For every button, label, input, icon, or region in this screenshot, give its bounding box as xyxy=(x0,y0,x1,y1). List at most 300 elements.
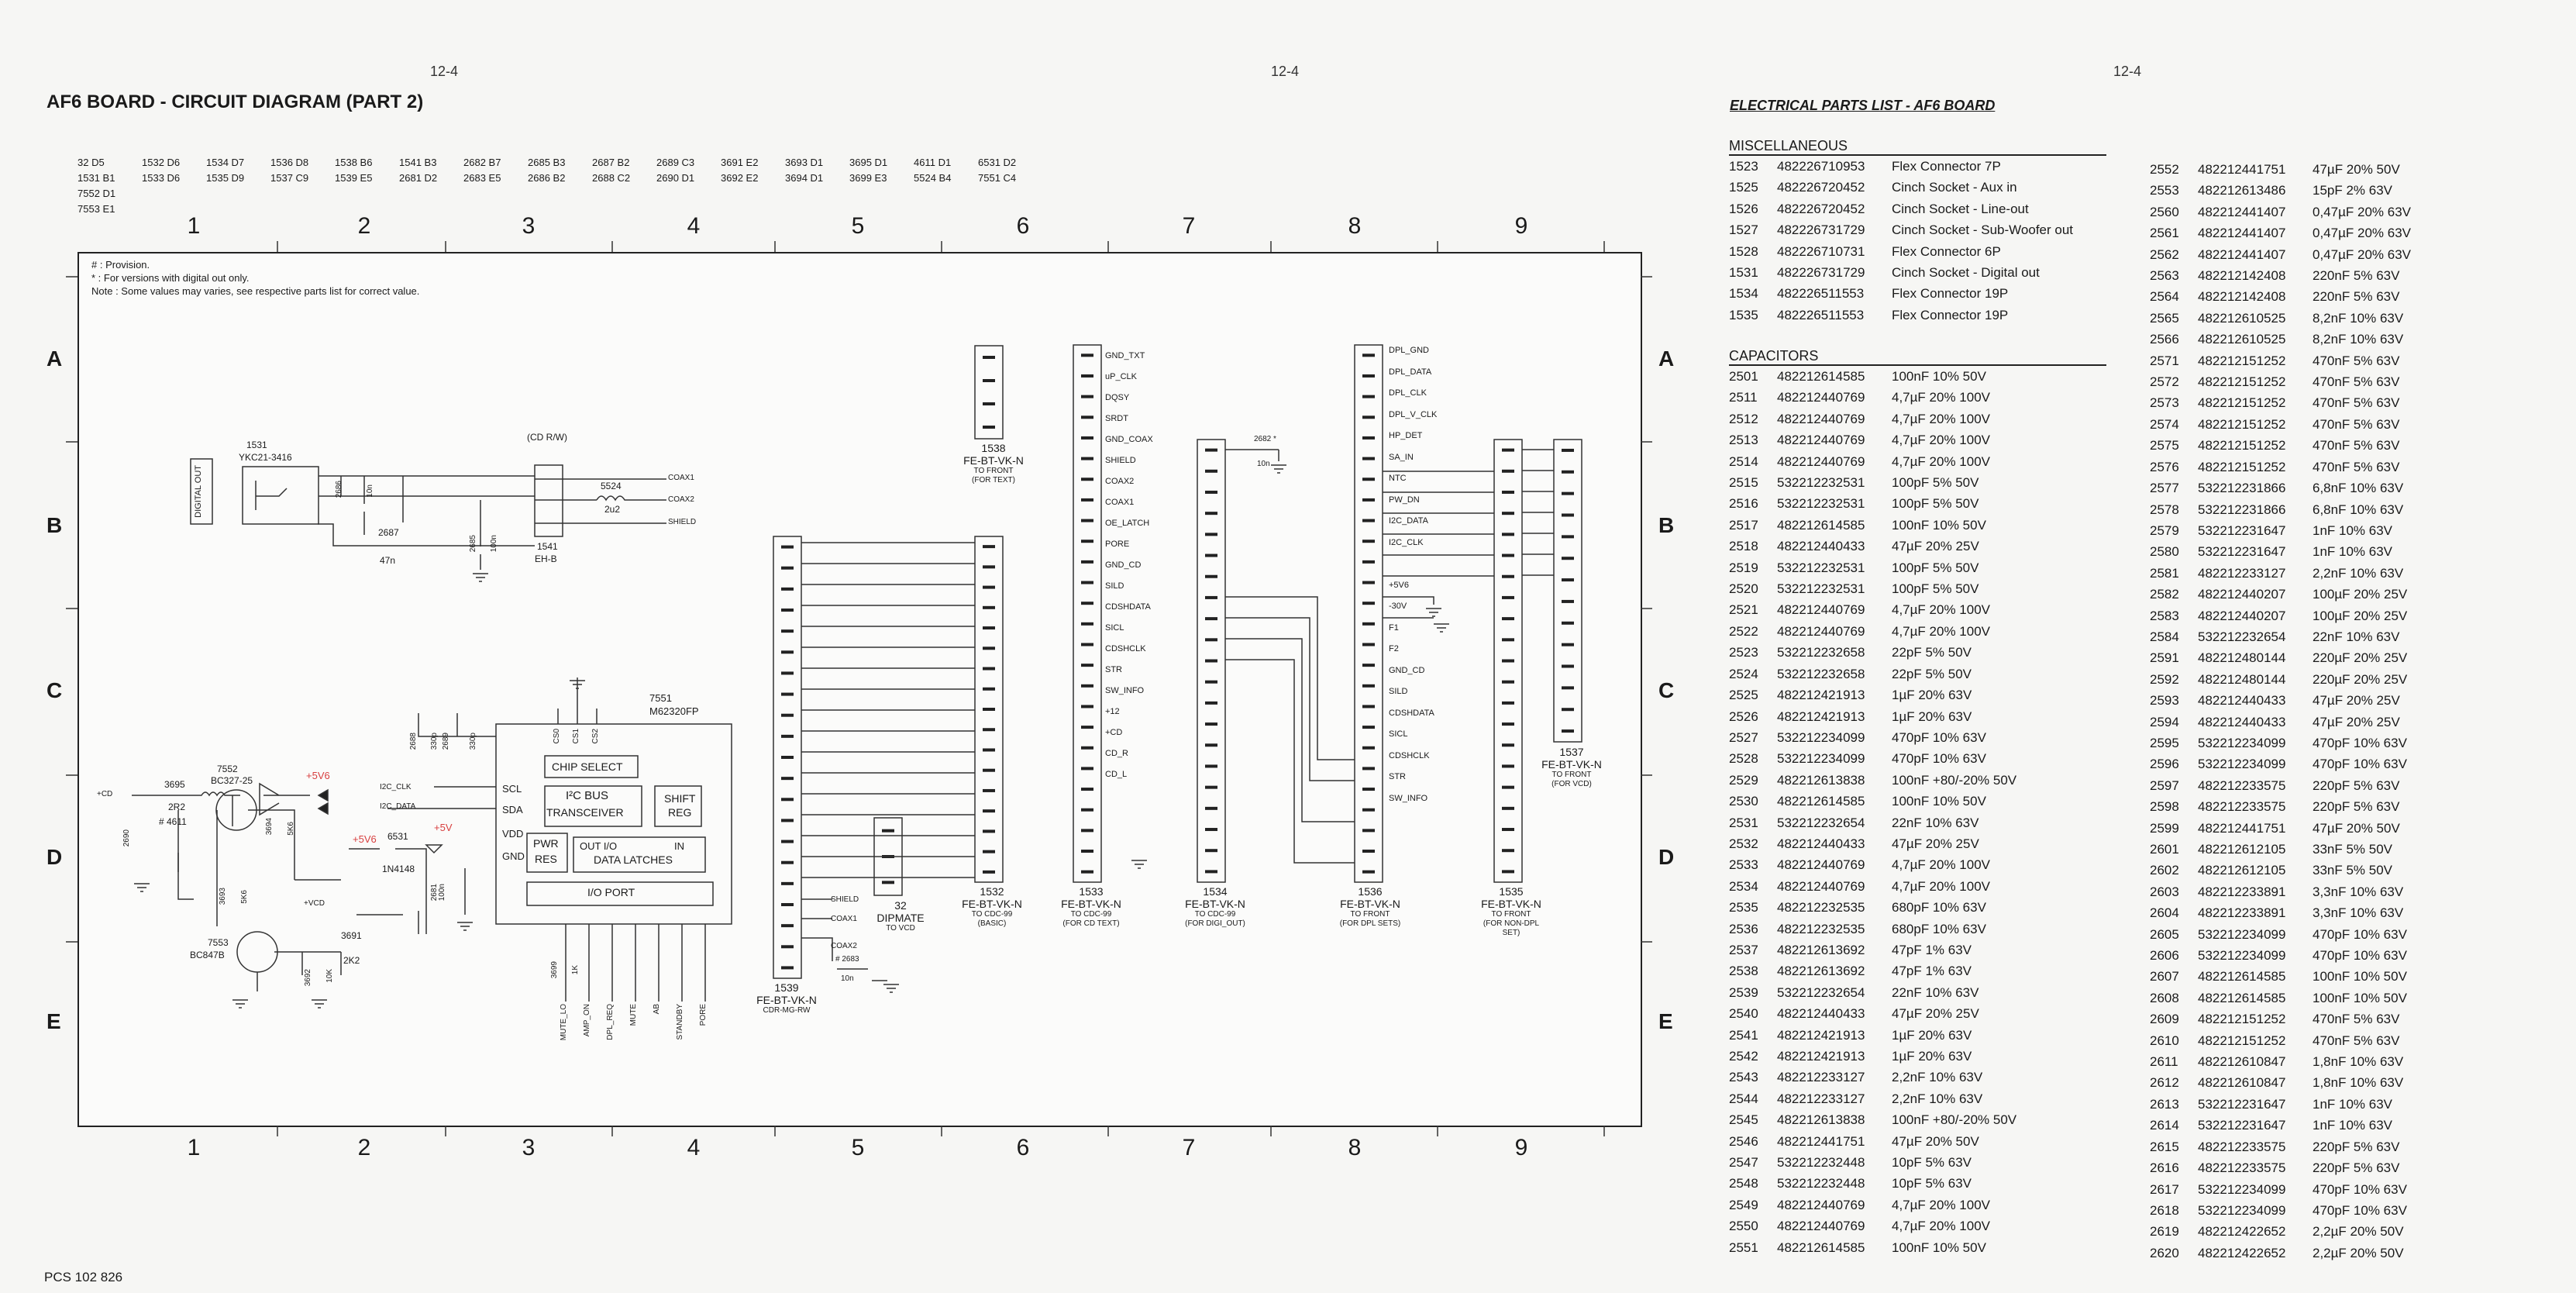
mid-signal-label: COAX2 xyxy=(1105,477,1135,486)
conn1532-caption-line: 1532 xyxy=(980,885,1004,898)
part-cell: 2573 xyxy=(2150,395,2179,411)
misc-heading: MISCELLANEOUS xyxy=(1729,138,1848,153)
part-cell: 2602 xyxy=(2150,863,2179,878)
ref-grid-entry: 2688 C2 xyxy=(592,172,631,184)
page-number: 12-4 xyxy=(430,64,459,79)
ref-grid-entry: 2681 D2 xyxy=(399,172,438,184)
cdrw-label: (CD R/W) xyxy=(527,432,567,443)
part-cell: 482212440769 xyxy=(1777,857,1865,873)
part-row xyxy=(1729,472,2106,493)
ic1531-type: YKC21-3416 xyxy=(239,452,292,463)
part-cell: 482212614585 xyxy=(2198,990,2286,1005)
grid-row-A: A xyxy=(46,347,63,371)
part-cell: 482212233127 xyxy=(1777,1070,1865,1085)
right-signal-label: DPL_GND xyxy=(1389,346,1429,355)
c2682-ref: 2682 * xyxy=(1254,435,1276,443)
part-row xyxy=(2150,563,2514,584)
conn1535-caption-line: 1535 xyxy=(1499,885,1524,898)
part-cell: 482212440207 xyxy=(2198,587,2286,602)
part-cell: 2563 xyxy=(2150,268,2179,284)
mid-signal-label: COAX1 xyxy=(1105,498,1135,507)
part-cell: 22pF 5% 50V xyxy=(1892,645,1972,660)
ic-output-label: MUTE_LO xyxy=(560,1004,568,1041)
right-signal-label: CDSHCLK xyxy=(1389,750,1430,760)
part-cell: 1nF 10% 63V xyxy=(2313,522,2393,538)
part-row xyxy=(2150,159,2514,180)
part-row xyxy=(2150,669,2514,690)
part-cell: 220pF 5% 63V xyxy=(2313,778,2400,793)
part-row xyxy=(1729,262,2106,283)
part-cell: 2607 xyxy=(2150,969,2179,984)
part-cell: 482212233575 xyxy=(2198,1160,2286,1176)
part-cell: 532212232658 xyxy=(1777,666,1865,681)
part-cell: 2525 xyxy=(1729,688,1758,703)
c2687-ref: 2687 xyxy=(378,527,399,538)
ic-output-label: MUTE xyxy=(629,1004,638,1026)
ref-grid-entry: 7553 E1 xyxy=(77,203,115,215)
latches-label: DATA LATCHES xyxy=(594,853,673,866)
part-cell: 482212233127 xyxy=(1777,1091,1865,1106)
part-cell: 47µF 20% 50V xyxy=(1892,1133,1979,1149)
conn1534-caption-line: (FOR DIGI_OUT) xyxy=(1185,919,1245,928)
part-row xyxy=(2150,945,2514,966)
part-cell: 2564 xyxy=(2150,289,2179,305)
part-cell: 2572 xyxy=(2150,374,2179,390)
part-cell: 2575 xyxy=(2150,438,2179,453)
part-row xyxy=(2150,202,2514,222)
part-cell: 2604 xyxy=(2150,905,2179,921)
conn32-coax1: COAX1 xyxy=(831,915,857,923)
part-cell: Flex Connector 19P xyxy=(1892,286,2009,302)
part-cell: 2598 xyxy=(2150,799,2179,815)
part-cell: 532212232531 xyxy=(1777,496,1865,512)
c2681-value: 100n xyxy=(438,884,446,902)
part-cell: 482212613486 xyxy=(2198,183,2286,198)
r3691-ref: 3691 xyxy=(341,930,362,941)
conn1536-caption-line: 1536 xyxy=(1358,885,1383,898)
r3693-ref: 3693 xyxy=(219,888,227,905)
part-cell: 2,2nF 10% 63V xyxy=(2313,565,2404,581)
part-row xyxy=(1729,727,2106,748)
grid-row-B: B xyxy=(1658,513,1675,537)
right-signal-label: SILD xyxy=(1389,687,1408,696)
ref-grid-entry: 7551 C4 xyxy=(978,172,1017,184)
part-cell: 482226720452 xyxy=(1777,201,1865,216)
conn32-shield: SHIELD xyxy=(831,895,859,904)
c10n-value: 10n xyxy=(366,484,374,498)
r3695-value: 2R2 xyxy=(168,802,186,812)
part-cell: 532212232654 xyxy=(1777,984,1865,1000)
part-cell: 100nF 10% 50V xyxy=(2313,990,2407,1005)
part-cell: 2517 xyxy=(1729,517,1758,533)
grid-row-E: E xyxy=(1658,1009,1673,1033)
part-cell: 1525 xyxy=(1729,180,1758,195)
right-signal-label: DPL_V_CLK xyxy=(1389,409,1438,419)
part-cell: 532212234099 xyxy=(1777,729,1865,745)
part-cell: 1µF 20% 63V xyxy=(1892,688,1972,703)
mid-signal-label: OE_LATCH xyxy=(1105,519,1150,528)
ref-grid-entry: 1535 D9 xyxy=(206,172,245,184)
sda-pin: SDA xyxy=(502,804,523,815)
ground-symbol xyxy=(134,884,150,891)
reg-label: REG xyxy=(668,806,692,819)
part-row xyxy=(1729,557,2106,578)
part-cell: 220pF 5% 63V xyxy=(2313,1139,2400,1154)
part-row xyxy=(1729,833,2106,854)
part-row xyxy=(2150,584,2514,605)
part-cell: 2614 xyxy=(2150,1118,2179,1133)
part-cell: 2574 xyxy=(2150,416,2179,432)
conn1533-caption-line: TO CDC-99 xyxy=(1070,910,1112,919)
part-cell: 482212441751 xyxy=(1777,1133,1865,1149)
part-cell: 482212440433 xyxy=(1777,539,1865,554)
part-row xyxy=(1729,493,2106,514)
part-cell: 470pF 10% 63V xyxy=(1892,751,1986,767)
latches-out-label: OUT I/O xyxy=(580,840,618,852)
plus5v6-label-2: +5V6 xyxy=(353,833,377,845)
part-cell: 2612 xyxy=(2150,1075,2179,1091)
ground-symbol xyxy=(1271,465,1286,473)
part-cell: 2562 xyxy=(2150,247,2179,262)
part-cell: 482226710953 xyxy=(1777,159,1865,174)
part-cell: 1nF 10% 63V xyxy=(2313,544,2393,560)
part-cell: 470nF 5% 63V xyxy=(2313,1012,2400,1027)
part-cell: 2610 xyxy=(2150,1033,2179,1048)
part-row xyxy=(1729,409,2106,429)
grid-column-5: 5 xyxy=(851,213,865,239)
part-row xyxy=(1729,283,2106,304)
conn32-caption-line: 32 xyxy=(894,899,907,912)
part-cell: 482212151252 xyxy=(2198,438,2286,453)
part-cell: 2605 xyxy=(2150,926,2179,942)
part-cell: 47µF 20% 25V xyxy=(1892,1006,1979,1022)
part-cell: 532212232531 xyxy=(1777,475,1865,491)
part-row xyxy=(2150,392,2514,413)
c2683-ref: # 2683 xyxy=(835,955,859,964)
plus5v6-label: +5V6 xyxy=(306,770,330,781)
part-cell: 482226511553 xyxy=(1777,307,1865,322)
res-label: RES xyxy=(535,853,557,865)
part-cell: 482226720452 xyxy=(1777,180,1865,195)
ref-grid-entry: 2690 D1 xyxy=(656,172,695,184)
ref-grid-entry: 2687 B2 xyxy=(592,157,630,168)
part-cell: 4,7µF 20% 100V xyxy=(1892,411,1990,426)
part-cell: 482212610847 xyxy=(2198,1054,2286,1070)
vcd-label: +VCD xyxy=(304,899,325,908)
part-cell: 2,2µF 20% 50V xyxy=(2313,1245,2404,1260)
grid-column-3: 3 xyxy=(522,213,536,239)
part-row xyxy=(1729,982,2106,1003)
ic1531-ref: 1531 xyxy=(246,440,267,450)
part-cell: 47µF 20% 25V xyxy=(1892,836,1979,851)
part-row xyxy=(1729,854,2106,875)
part-cell: 2530 xyxy=(1729,794,1758,809)
part-cell: 2552 xyxy=(2150,162,2179,177)
part-cell: 482212421913 xyxy=(1777,1049,1865,1064)
conn1536-caption-line: (FOR DPL SETS) xyxy=(1339,919,1401,928)
part-cell: 2553 xyxy=(2150,183,2179,198)
part-cell: 470pF 10% 63V xyxy=(1892,729,1986,745)
part-cell: 470pF 10% 63V xyxy=(2313,948,2407,964)
part-row xyxy=(2150,818,2514,839)
ic-output-label: PORE xyxy=(699,1004,708,1026)
grid-column-4: 4 xyxy=(687,213,701,239)
part-cell: 33nF 5% 50V xyxy=(2313,863,2393,878)
grid-row-D: D xyxy=(1658,845,1675,869)
page-number: 12-4 xyxy=(1271,64,1300,79)
io-port-label: I/O PORT xyxy=(587,886,635,898)
part-cell: 0,47µF 20% 63V xyxy=(2313,204,2411,219)
ref-grid-entry: 6531 D2 xyxy=(978,157,1017,168)
part-cell: 2576 xyxy=(2150,459,2179,474)
part-cell: 2565 xyxy=(2150,310,2179,326)
part-cell: 2595 xyxy=(2150,735,2179,750)
r3693-value: 5K6 xyxy=(240,890,249,904)
part-cell: 2566 xyxy=(2150,332,2179,347)
ic1531-symbol xyxy=(256,481,287,510)
part-cell: 1531 xyxy=(1729,265,1758,281)
part-cell: 2536 xyxy=(1729,921,1758,936)
part-cell: 0,47µF 20% 63V xyxy=(2313,247,2411,262)
part-cell: 2529 xyxy=(1729,772,1758,788)
part-row xyxy=(1729,177,2106,198)
part-cell: 482212441407 xyxy=(2198,204,2286,219)
right-signal-label: STR xyxy=(1389,772,1406,781)
grid-row-B: B xyxy=(46,513,63,537)
part-row xyxy=(2150,478,2514,498)
right-signal-label: SW_INFO xyxy=(1389,793,1428,803)
part-row xyxy=(2150,371,2514,392)
mid-signal-label: +12 xyxy=(1105,707,1120,716)
conn1541-type: EH-B xyxy=(535,553,557,564)
part-cell: 2616 xyxy=(2150,1160,2179,1176)
r3692-value: 10K xyxy=(325,969,334,983)
part-cell: 2518 xyxy=(1729,539,1758,554)
part-cell: 2577 xyxy=(2150,481,2179,496)
part-row xyxy=(1729,536,2106,557)
part-row xyxy=(1729,198,2106,219)
part-row xyxy=(1729,366,2106,387)
part-cell: Cinch Socket - Digital out xyxy=(1892,265,2040,281)
conn1539-caption xyxy=(756,981,818,1015)
conn1541-ref: 1541 xyxy=(537,541,558,552)
part-cell: 482212614585 xyxy=(1777,794,1865,809)
part-cell: 4,7µF 20% 100V xyxy=(1892,1219,1990,1234)
part-cell: 47pF 1% 63V xyxy=(1892,942,1972,957)
part-cell: 482212441751 xyxy=(2198,820,2286,836)
mid-signal-label: +CD xyxy=(1105,728,1123,737)
part-row xyxy=(2150,966,2514,987)
part-row xyxy=(1729,387,2106,408)
conn1537-caption xyxy=(1541,746,1603,789)
mid-signal-label: SHIELD xyxy=(1105,456,1136,465)
part-cell: 100nF +80/-20% 50V xyxy=(1892,1112,2017,1128)
q7552-type: BC327-25 xyxy=(211,775,253,786)
c2683-value: 10n xyxy=(841,974,854,983)
mid-signal-label: CDSHDATA xyxy=(1105,602,1151,612)
part-cell: 47pF 1% 63V xyxy=(1892,964,1972,979)
part-row xyxy=(2150,414,2514,435)
ic-output-label: DPL_REQ xyxy=(606,1004,615,1040)
part-cell: 2613 xyxy=(2150,1096,2179,1112)
part-cell: 470pF 10% 63V xyxy=(2313,757,2407,772)
part-row xyxy=(2150,1030,2514,1051)
part-cell: 470nF 5% 63V xyxy=(2313,438,2400,453)
right-signal-label: F1 xyxy=(1389,622,1399,633)
mid-signal-label: GND_COAX xyxy=(1105,435,1153,444)
part-cell: 2,2nF 10% 63V xyxy=(1892,1070,1983,1085)
part-row xyxy=(2150,712,2514,733)
part-cell: 470nF 5% 63V xyxy=(2313,459,2400,474)
part-row xyxy=(2150,924,2514,945)
part-cell: 47µF 20% 25V xyxy=(2313,714,2400,729)
grid-column-7: 7 xyxy=(1182,213,1196,239)
r3695-ref: 3695 xyxy=(164,779,185,790)
part-cell: 532212234099 xyxy=(1777,751,1865,767)
part-cell: 2523 xyxy=(1729,645,1758,660)
part-row xyxy=(2150,457,2514,478)
conn1535-caption-line: FE-BT-VK-N xyxy=(1481,898,1541,910)
part-row xyxy=(2150,1051,2514,1072)
part-cell: 8,2nF 10% 63V xyxy=(2313,332,2404,347)
part-cell: 482212422652 xyxy=(2198,1245,2286,1260)
part-row xyxy=(2150,1200,2514,1221)
part-cell: 2539 xyxy=(1729,984,1758,1000)
conn1533-caption xyxy=(1060,885,1122,929)
part-cell: 2579 xyxy=(2150,522,2179,538)
part-row xyxy=(2150,1179,2514,1200)
part-cell: 2535 xyxy=(1729,900,1758,915)
part-cell: 482212233127 xyxy=(2198,565,2286,581)
part-cell: 2578 xyxy=(2150,502,2179,517)
r4611-ref: # 4611 xyxy=(159,816,187,827)
part-cell: 532212234099 xyxy=(2198,757,2286,772)
part-cell: 482212440769 xyxy=(1777,453,1865,469)
grid-column-1: 1 xyxy=(187,1135,201,1160)
right-signal-label: GND_CD xyxy=(1389,665,1425,675)
part-cell: 482226731729 xyxy=(1777,265,1865,281)
ref-grid-entry: 1534 D7 xyxy=(206,157,245,168)
conn1537-caption-line: FE-BT-VK-N xyxy=(1541,758,1602,771)
c2685-ref: 2685 xyxy=(469,535,477,553)
part-cell: 482212614585 xyxy=(2198,969,2286,984)
conn1537-caption-line: 1537 xyxy=(1559,746,1584,758)
conn1533-caption-line: 1533 xyxy=(1079,885,1104,898)
part-cell: 532212231647 xyxy=(2198,1118,2286,1133)
right-signal-label: CDSHDATA xyxy=(1389,708,1434,718)
part-row xyxy=(2150,690,2514,711)
c2688-value: 330p xyxy=(430,733,439,750)
part-cell: 2599 xyxy=(2150,820,2179,836)
conn1539-caption-line: FE-BT-VK-N xyxy=(756,994,817,1006)
part-cell: 482212151252 xyxy=(2198,416,2286,432)
part-row xyxy=(1729,1088,2106,1109)
part-cell: 2546 xyxy=(1729,1133,1758,1149)
part-cell: 482212610525 xyxy=(2198,310,2286,326)
ref-grid-entry: 4611 D1 xyxy=(914,157,952,168)
part-cell: 2526 xyxy=(1729,709,1758,724)
part-row xyxy=(2150,733,2514,753)
part-cell: 470nF 5% 63V xyxy=(2313,1033,2400,1048)
grid-column-8: 8 xyxy=(1348,1135,1362,1160)
part-cell: 482212613838 xyxy=(1777,772,1865,788)
conn1536-caption xyxy=(1339,885,1401,929)
part-cell: 10pF 5% 63V xyxy=(1892,1155,1972,1171)
conn32-coax2: COAX2 xyxy=(831,942,857,950)
part-cell: 100nF 10% 50V xyxy=(1892,517,1986,533)
right-signal-label: PW_DN xyxy=(1389,495,1420,505)
conn1536-caption-line: FE-BT-VK-N xyxy=(1340,898,1400,910)
ref-grid-entry: 3691 E2 xyxy=(721,157,759,168)
part-row xyxy=(2150,1094,2514,1115)
part-cell: 1,8nF 10% 63V xyxy=(2313,1054,2404,1070)
coax1-label: COAX1 xyxy=(668,474,694,482)
transceiver-label: TRANSCEIVER xyxy=(546,806,624,819)
part-cell: 2548 xyxy=(1729,1176,1758,1191)
ground-symbol xyxy=(1426,609,1441,616)
part-cell: 2532 xyxy=(1729,836,1758,851)
part-cell: 100µF 20% 25V xyxy=(2313,608,2408,623)
part-cell: 2,2nF 10% 63V xyxy=(1892,1091,1983,1106)
part-cell: 2527 xyxy=(1729,729,1758,745)
part-row xyxy=(1729,156,2106,177)
ref-grid-entry: 1533 D6 xyxy=(142,172,181,184)
part-cell: 482212421913 xyxy=(1777,709,1865,724)
grid-column-2: 2 xyxy=(357,1135,371,1160)
parts-list-title: ELECTRICAL PARTS LIST - AF6 BOARD xyxy=(1730,98,1996,113)
capacitors-right-rows xyxy=(2150,159,2514,1264)
mid-signal-label: SW_INFO xyxy=(1105,686,1145,695)
part-cell: 482212441751 xyxy=(2198,162,2286,177)
conn1537-caption-line: TO FRONT xyxy=(1551,771,1592,779)
part-cell: 532212231866 xyxy=(2198,481,2286,496)
conn1534-caption-line: 1534 xyxy=(1203,885,1228,898)
ic-output-label: AMP_ON xyxy=(583,1004,591,1037)
part-cell: 482212614585 xyxy=(1777,1240,1865,1255)
conn1538-caption-line: FE-BT-VK-N xyxy=(963,454,1024,467)
grid-column-9: 9 xyxy=(1514,213,1528,239)
part-cell: 220pF 5% 63V xyxy=(2313,799,2400,815)
part-cell: 2561 xyxy=(2150,226,2179,241)
part-row xyxy=(2150,775,2514,796)
capacitors-heading: CAPACITORS xyxy=(1729,348,1819,364)
part-cell: 22pF 5% 50V xyxy=(1892,666,1972,681)
conn1536-caption-line: TO FRONT xyxy=(1350,910,1390,919)
part-row xyxy=(2150,541,2514,562)
shield-label: SHIELD xyxy=(668,518,697,526)
part-cell: 482212233575 xyxy=(2198,1139,2286,1154)
misc-rows xyxy=(1729,156,2106,326)
part-cell: 4,7µF 20% 100V xyxy=(1892,623,1990,639)
part-cell: 2582 xyxy=(2150,587,2179,602)
conn1539-caption-line: 1539 xyxy=(774,981,799,994)
part-cell: 482212440769 xyxy=(1777,433,1865,448)
part-cell: 4,7µF 20% 100V xyxy=(1892,390,1990,405)
part-row xyxy=(2150,626,2514,647)
part-cell: 482212440207 xyxy=(2198,608,2286,623)
coax2-label: COAX2 xyxy=(668,495,694,504)
part-cell: Cinch Socket - Aux in xyxy=(1892,180,2017,195)
misc-section xyxy=(1729,138,2106,326)
part-row xyxy=(2150,796,2514,817)
grid-column-3: 3 xyxy=(522,1135,536,1160)
part-cell: 680pF 10% 63V xyxy=(1892,900,1986,915)
part-cell: 482212440769 xyxy=(1777,1197,1865,1212)
part-cell: 482226731729 xyxy=(1777,222,1865,238)
ref-grid-entry: 3699 E3 xyxy=(849,172,887,184)
ref-grid-entry: 32 D5 xyxy=(77,157,105,168)
ref-grid-entry: 5524 B4 xyxy=(914,172,952,184)
